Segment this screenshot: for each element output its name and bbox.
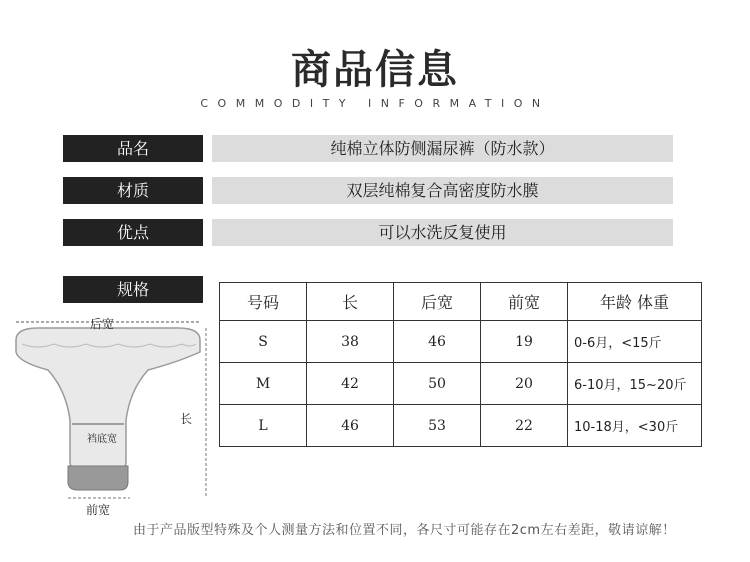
- cell-front-width: 19: [481, 321, 568, 363]
- info-label-material: 材质: [63, 177, 203, 204]
- table-row: [220, 363, 702, 405]
- column-header: 后宽: [394, 283, 481, 321]
- cell-back-width: 50: [394, 363, 481, 405]
- cell-size: M: [220, 363, 307, 405]
- spec-label: 规格: [63, 276, 203, 303]
- table-row: [220, 405, 702, 447]
- diaper-diagram: [8, 310, 218, 520]
- cell-age-weight: 0-6月，<15斤: [568, 321, 702, 363]
- column-header: 前宽: [481, 283, 568, 321]
- cell-age-weight: 10-18月，<30斤: [568, 405, 702, 447]
- info-value-advantage: 可以水洗反复使用: [212, 219, 673, 246]
- cell-size: S: [220, 321, 307, 363]
- cell-back-width: 46: [394, 321, 481, 363]
- table-header-row: [220, 283, 702, 321]
- info-label-advantage: 优点: [63, 219, 203, 246]
- diagram-label-back-width: 后宽: [90, 317, 115, 331]
- diagram-label-length: 长: [180, 412, 193, 426]
- table-row: [220, 321, 702, 363]
- cell-front-width: 22: [481, 405, 568, 447]
- cell-size: L: [220, 405, 307, 447]
- cell-age-weight: 6-10月，15~20斤: [568, 363, 702, 405]
- column-header: 长: [307, 283, 394, 321]
- info-label-name: 品名: [63, 135, 203, 162]
- column-header: 号码: [220, 283, 307, 321]
- cell-back-width: 53: [394, 405, 481, 447]
- info-value-material: 双层纯棉复合高密度防水膜: [212, 177, 673, 204]
- info-value-name: 纯棉立体防侧漏尿裤（防水款）: [212, 135, 673, 162]
- footnote: 由于产品版型特殊及个人测量方法和位置不同，各尺寸可能存在2cm左右差距，敬请谅解！: [133, 523, 676, 538]
- page-subtitle: COMMODITY INFORMATION: [200, 97, 550, 110]
- cell-length: 42: [307, 363, 394, 405]
- cell-length: 46: [307, 405, 394, 447]
- diagram-label-front-width: 前宽: [86, 503, 111, 517]
- diagram-label-crotch-width: 裆底宽: [87, 434, 117, 445]
- cell-length: 38: [307, 321, 394, 363]
- cell-front-width: 20: [481, 363, 568, 405]
- page-title: 商品信息: [291, 47, 459, 93]
- column-header: 年龄 体重: [568, 283, 702, 321]
- size-table: [219, 282, 702, 447]
